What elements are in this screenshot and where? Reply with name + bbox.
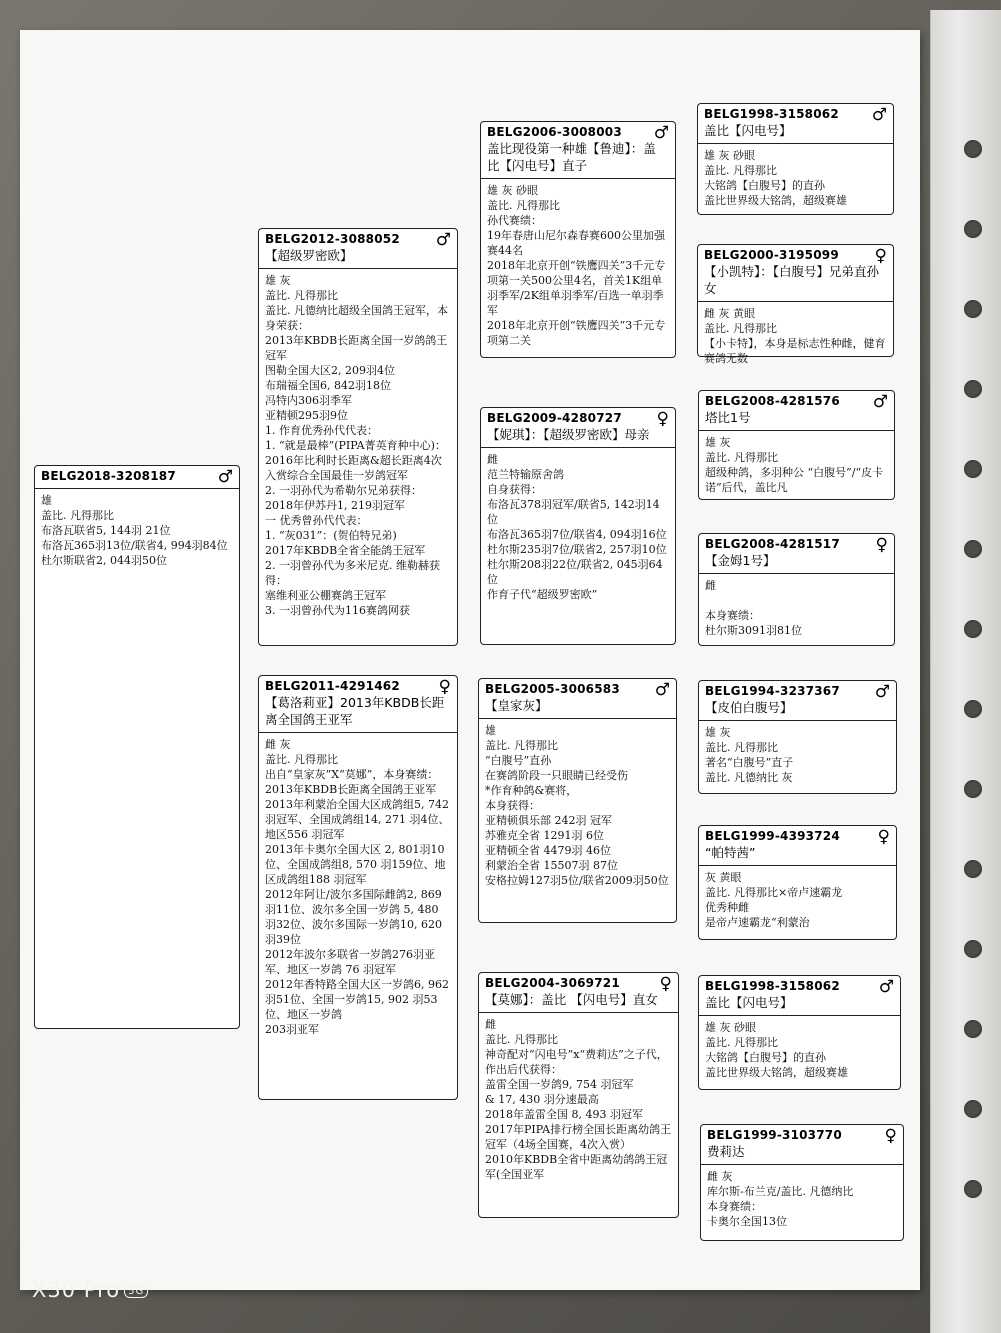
pedigree-card-gen4 [698,390,895,500]
card-details [259,733,457,1041]
detail-line: 亚精顿俱乐部 242羽 冠军 [485,814,612,827]
detail-line: 1. “灰031”：(贺伯特兄弟) [265,529,397,542]
bird-name: 盖比现役第一种雄【鲁迪】：盖比【闪电号】直子 [487,141,656,173]
card-header [259,229,457,269]
card-header [699,391,894,431]
card-header [479,973,678,1013]
card-details [698,302,893,370]
bird-name: 【皮伯白腹号】 [705,700,793,715]
detail-line: 出自“皇家灰”X“莫娜”，本身赛绩： [265,768,439,781]
detail-line: 库尔斯-布兰克/盖比. 凡德纳比 [707,1185,854,1198]
card-details [481,179,675,352]
detail-line: 苏雅克全省 1291羽 6位 [485,829,604,842]
detail-line: 盖比世界级大铭鸽，超级赛雄 [705,1066,848,1079]
detail-line: 雄 灰 [705,726,731,739]
detail-line: 盖比. 凡得那比 [487,199,560,212]
ring-number: BELG2018-3208187 [41,469,176,483]
punch-hole [964,1180,982,1198]
detail-line: 盖比. 凡得那比 [704,322,777,335]
detail-line: 布洛瓦365羽7位/联省4, 094羽16位 [487,528,667,541]
ring-number: BELG2009-4280727 [487,411,622,425]
detail-line: *作育种鸽&赛将， [485,784,578,797]
card-details [259,269,457,622]
sex-symbol-icon: ♂ [871,105,887,125]
sex-symbol-icon: ♂ [653,123,669,143]
bird-name: 【葛洛莉亚】2013年KBDB长距离全国鸽王亚军 [265,695,445,727]
detail-line: 雄 灰 砂眼 [704,149,755,162]
detail-line: 雌 灰 黄眼 [704,307,755,320]
detail-line: 布瑞福全国6, 842羽18位 [265,379,391,392]
sex-symbol-icon: ♀ [877,827,890,847]
detail-line: 雄 [41,494,52,507]
punch-hole [964,780,982,798]
card-details [481,448,675,606]
detail-line: 神奇配对“闪电号”x“费莉达”之子代，作出后代获得： [485,1048,668,1076]
pedigree-card-dam [258,675,458,1100]
detail-line: 亚精顿295羽9位 [265,409,348,422]
ring-number: BELG1999-4393724 [705,829,840,843]
sex-symbol-icon: ♂ [435,230,451,250]
card-details [35,489,239,572]
bird-name: 费莉达 [707,1144,745,1159]
pedigree-card-sire-dam [480,407,676,645]
detail-line: 1. 作育优秀孙代代表： [265,424,378,437]
sex-symbol-icon: ♂ [874,682,890,702]
sex-symbol-icon: ♀ [659,974,672,994]
detail-line: 本身获得： [485,799,540,812]
pedigree-card-gen4 [698,825,897,940]
detail-line: 盖比. 凡得那比 [265,753,338,766]
punch-hole [964,380,982,398]
card-details [699,721,896,789]
detail-line: 雌 灰 [707,1170,733,1183]
card-header [481,408,675,448]
bird-name: 盖比【闪电号】 [704,123,792,138]
sex-symbol-icon: ♂ [878,977,894,997]
pedigree-card-dam-dam [478,972,679,1218]
bird-name: 【妮琪】：【超级罗密欧】母亲 [487,427,650,442]
detail-line: 杜尔斯联省2, 044羽50位 [41,554,167,567]
detail-line: 2012年波尔多联省一岁鸽276羽亚军、地区一岁鸽 76 羽冠军 [265,948,435,976]
punch-hole [964,460,982,478]
detail-line: 本身赛绩： [707,1200,762,1213]
card-details [479,719,676,892]
sex-symbol-icon: ♀ [875,535,888,555]
camera-watermark [32,1278,148,1302]
ring-number: BELG2011-4291462 [265,679,400,693]
detail-line: 2. 一羽孙代为希勒尔兄弟获得： [265,484,422,497]
detail-line: 雌 [487,453,498,466]
card-header [701,1125,903,1165]
punch-hole [964,620,982,638]
ring-number: BELG2008-4281576 [705,394,840,408]
detail-line: 杜尔斯235羽7位/联省2, 257羽10位 [487,543,667,556]
sex-symbol-icon: ♂ [872,392,888,412]
detail-line: 灰 黄眼 [705,871,742,884]
card-header [698,104,893,144]
punch-hole [964,300,982,318]
sex-symbol-icon: ♀ [438,677,451,697]
detail-line: 2013年KBDB长距离全国一岁鸽鸽王冠军 [265,334,448,362]
detail-line: 优秀种雌 [705,901,749,914]
detail-line: 盖比. 凡得那比 [485,739,558,752]
detail-line: 盖比. 凡得那比 [704,164,777,177]
detail-line: 2018年盖雷全国 8, 493 羽冠军 [485,1108,643,1121]
detail-line: 2013年卡奥尔全国大区 2, 801羽10位、全国成鸽组8, 570 羽159位、地区成鸽组188 羽冠军 [265,843,446,886]
detail-line: 2012年阿让/波尔多国际雌鸽2, 869 羽11位、波尔多全国一岁鸽 5, 480 羽32位、波尔多国际一岁鸽10, 620 羽39位 [265,888,442,946]
detail-line: 孙代赛绩： [487,214,542,227]
detail-line: 布洛瓦联省5, 144羽 21位 [41,524,171,537]
detail-line: 雄 [485,724,496,737]
detail-line: 在赛鸽阶段一只眼睛已经受伤 [485,769,628,782]
detail-line: 盖比. 凡得那比 [41,509,114,522]
sex-symbol-icon: ♀ [656,409,669,429]
detail-line: 雌 灰 [265,738,291,751]
pedigree-card-gen4 [697,244,894,365]
card-header [481,122,675,179]
card-header [35,466,239,489]
detail-line: 图勒全国大区2, 209羽4位 [265,364,395,377]
detail-line: 2018年伊苏丹1, 219羽冠军 [265,499,405,512]
detail-line: 塞维利亚公棚赛鸽王冠军 [265,589,386,602]
ring-number: BELG2008-4281517 [705,537,840,551]
detail-line: 盖比世界级大铭鸽，超级赛雄 [704,194,847,207]
detail-line: 冯特内306羽季军 [265,394,352,407]
detail-line: 雄 灰 砂眼 [487,184,538,197]
pedigree-card-gen4 [698,533,895,646]
pedigree-card-gen4 [700,1124,904,1241]
card-header [699,681,896,721]
punch-hole [964,700,982,718]
detail-line: 雄 灰 [705,436,731,449]
detail-line: 布洛瓦378羽冠军/联省5, 142羽14位 [487,498,660,526]
detail-line: “白腹号”直孙 [485,754,552,767]
detail-line: 超级种鸽，多羽种公 “白腹号”/“皮卡诺”后代，盖比凡 [705,466,884,494]
bird-name: 【皇家灰】 [485,698,548,713]
detail-line: 2013年利蒙治全国大区成鸽组5, 742 羽冠军、全国成鸽组14, 271 羽4位、地区556 羽冠军 [265,798,450,841]
detail-line: 2018年北京开创“铁鹰四关”3千元专项第二关 [487,319,666,347]
bird-name: 【超级罗密欧】 [265,248,353,263]
detail-line: 2013年KBDB长距离全国鸽王亚军 [265,783,437,796]
card-header [259,676,457,733]
detail-line: 范兰特输原舍鸽 [487,468,564,481]
detail-line: 盖比. 凡德纳比超级全国鸽王冠军，本身荣获： [265,304,448,332]
card-details [479,1013,678,1186]
ring-number: BELG2006-3008003 [487,125,622,139]
detail-line: 2017年PIPA排行榜全国长距离幼鸽王冠军（4场全国赛，4次入赏） [485,1123,672,1151]
card-details [701,1165,903,1233]
detail-line: 著名“白腹号”直子 [705,756,794,769]
detail-line: 雄 灰 [265,274,291,287]
detail-line: 1. “就是最棒”(PIPA菁英育种中心)： [265,439,446,452]
pedigree-card-gen4 [698,680,897,794]
detail-line: 大铭鸽【白腹号】的直孙 [705,1051,826,1064]
detail-line: 2016年比利时长距离&超长距离4次入赏综合全国最佳一岁鸽冠军 [265,454,442,482]
detail-line: 盖雷全国一岁鸽9, 754 羽冠军 [485,1078,634,1091]
detail-line: 2018年北京开创“铁鹰四关”3千元专项第一关500公里4名，首关1K组单羽季军/2K组单羽季军/百选一单羽季军 [487,259,666,317]
detail-line: 是帝卢速霸龙“利蒙治 [705,916,810,929]
pedigree-card-subject [34,465,240,1029]
bird-name: 盖比【闪电号】 [705,995,793,1010]
detail-line: 杜尔斯208羽22位/联省2, 045羽64位 [487,558,663,586]
detail-line: 雌 [485,1018,496,1031]
punch-hole [964,540,982,558]
card-header [698,245,893,302]
detail-line: 【小卡特】，本身是标志性种雌，健育赛鸽无数 [704,337,886,365]
ring-number: BELG1998-3158062 [705,979,840,993]
pedigree-card-sire-sire [480,121,676,358]
detail-line: 盖比. 凡得那比×帝卢速霸龙 [705,886,843,899]
detail-line: 安格拉姆127羽5位/联省2009羽50位 [485,874,669,887]
ring-number: BELG2012-3088052 [265,232,400,246]
sex-symbol-icon: ♀ [884,1126,897,1146]
detail-line: 3. 一羽曾孙代为116赛鸽网获 [265,604,410,617]
bird-name: 【莫娜】：盖比 【闪电号】直女 [485,992,658,1007]
ring-number: BELG2000-3195099 [704,248,839,262]
bird-name: 【金姆1号】 [705,553,776,568]
punch-hole [964,860,982,878]
card-details [698,144,893,212]
sex-symbol-icon: ♂ [217,467,233,487]
detail-line: & 17, 430 羽分速最高 [485,1093,599,1106]
ring-number: BELG2005-3006583 [485,682,620,696]
detail-line: 卡奥尔全国13位 [707,1215,787,1228]
pedigree-card-gen4 [697,103,894,215]
detail-line: 杜尔斯3091羽81位 [705,624,802,637]
ring-number: BELG1994-3237367 [705,684,840,698]
detail-line: 本身赛绩： [705,609,760,622]
detail-line: 2010年KBDB全省中距离幼鸽鸽王冠军(全国亚军 [485,1153,668,1181]
detail-line: 自身获得： [487,483,542,496]
sex-symbol-icon: ♂ [654,680,670,700]
detail-line: 雌 [705,579,716,592]
punch-hole [964,220,982,238]
punch-hole [964,1020,982,1038]
detail-line: 盖比. 凡得那比 [705,1036,778,1049]
card-header [479,679,676,719]
detail-line: 雄 灰 砂眼 [705,1021,756,1034]
sex-symbol-icon: ♀ [874,246,887,266]
card-header [699,976,900,1016]
ring-number: BELG2004-3069721 [485,976,620,990]
card-details [699,1016,900,1084]
bird-name: 塔比1号 [705,410,751,425]
detail-line: 布洛瓦365羽13位/联省4, 994羽84位 [41,539,228,552]
pedigree-sheet [20,30,920,1290]
ring-number: BELG1999-3103770 [707,1128,842,1142]
detail-line: 盖比. 凡得那比 [485,1033,558,1046]
detail-line: 19年春唐山尼尔森春赛600公里加强赛44名 [487,229,665,257]
detail-line: 2017年KBDB全省全能鸽王冠军 [265,544,426,557]
pedigree-card-gen4 [698,975,901,1090]
detail-line: 2. 一羽曾孙代为多米尼克. 维勒赫获得： [265,559,440,587]
watermark-badge: 5G [124,1285,148,1298]
bird-name: “帕特茜” [705,845,756,860]
detail-line: 大铭鸽【白腹号】的直孙 [704,179,825,192]
punch-hole [964,940,982,958]
bird-name: 【小凯特】：【白腹号】兄弟直孙女 [704,264,880,296]
detail-line: 亚精顿全省 4479羽 46位 [485,844,611,857]
detail-line: 利蒙治全省 15507羽 87位 [485,859,618,872]
card-header [699,534,894,574]
card-details [699,431,894,499]
card-details [699,574,894,642]
detail-line: 盖比. 凡德纳比 灰 [705,771,793,784]
detail-line: 203羽亚军 [265,1023,319,1036]
pedigree-card-sire [258,228,458,646]
detail-line: 一 优秀曾孙代代表： [265,514,368,527]
detail-line: 盖比. 凡得那比 [265,289,338,302]
detail-line: 2012年香特路全国大区一岁鸽6, 962 羽51位、全国一岁鸽15, 902 羽53位、地区一岁鸽 [265,978,449,1021]
card-details [699,866,896,934]
card-header [699,826,896,866]
detail-line: 盖比. 凡得那比 [705,451,778,464]
watermark-brand: X30 Pro [32,1278,121,1302]
ring-number: BELG1998-3158062 [704,107,839,121]
plastic-sleeve [930,10,1001,1333]
punch-hole [964,1100,982,1118]
punch-hole [964,140,982,158]
detail-line: 盖比. 凡得那比 [705,741,778,754]
pedigree-card-dam-sire [478,678,677,923]
detail-line: 作育子代“超级罗密欧” [487,588,598,601]
detail-line [705,593,888,608]
